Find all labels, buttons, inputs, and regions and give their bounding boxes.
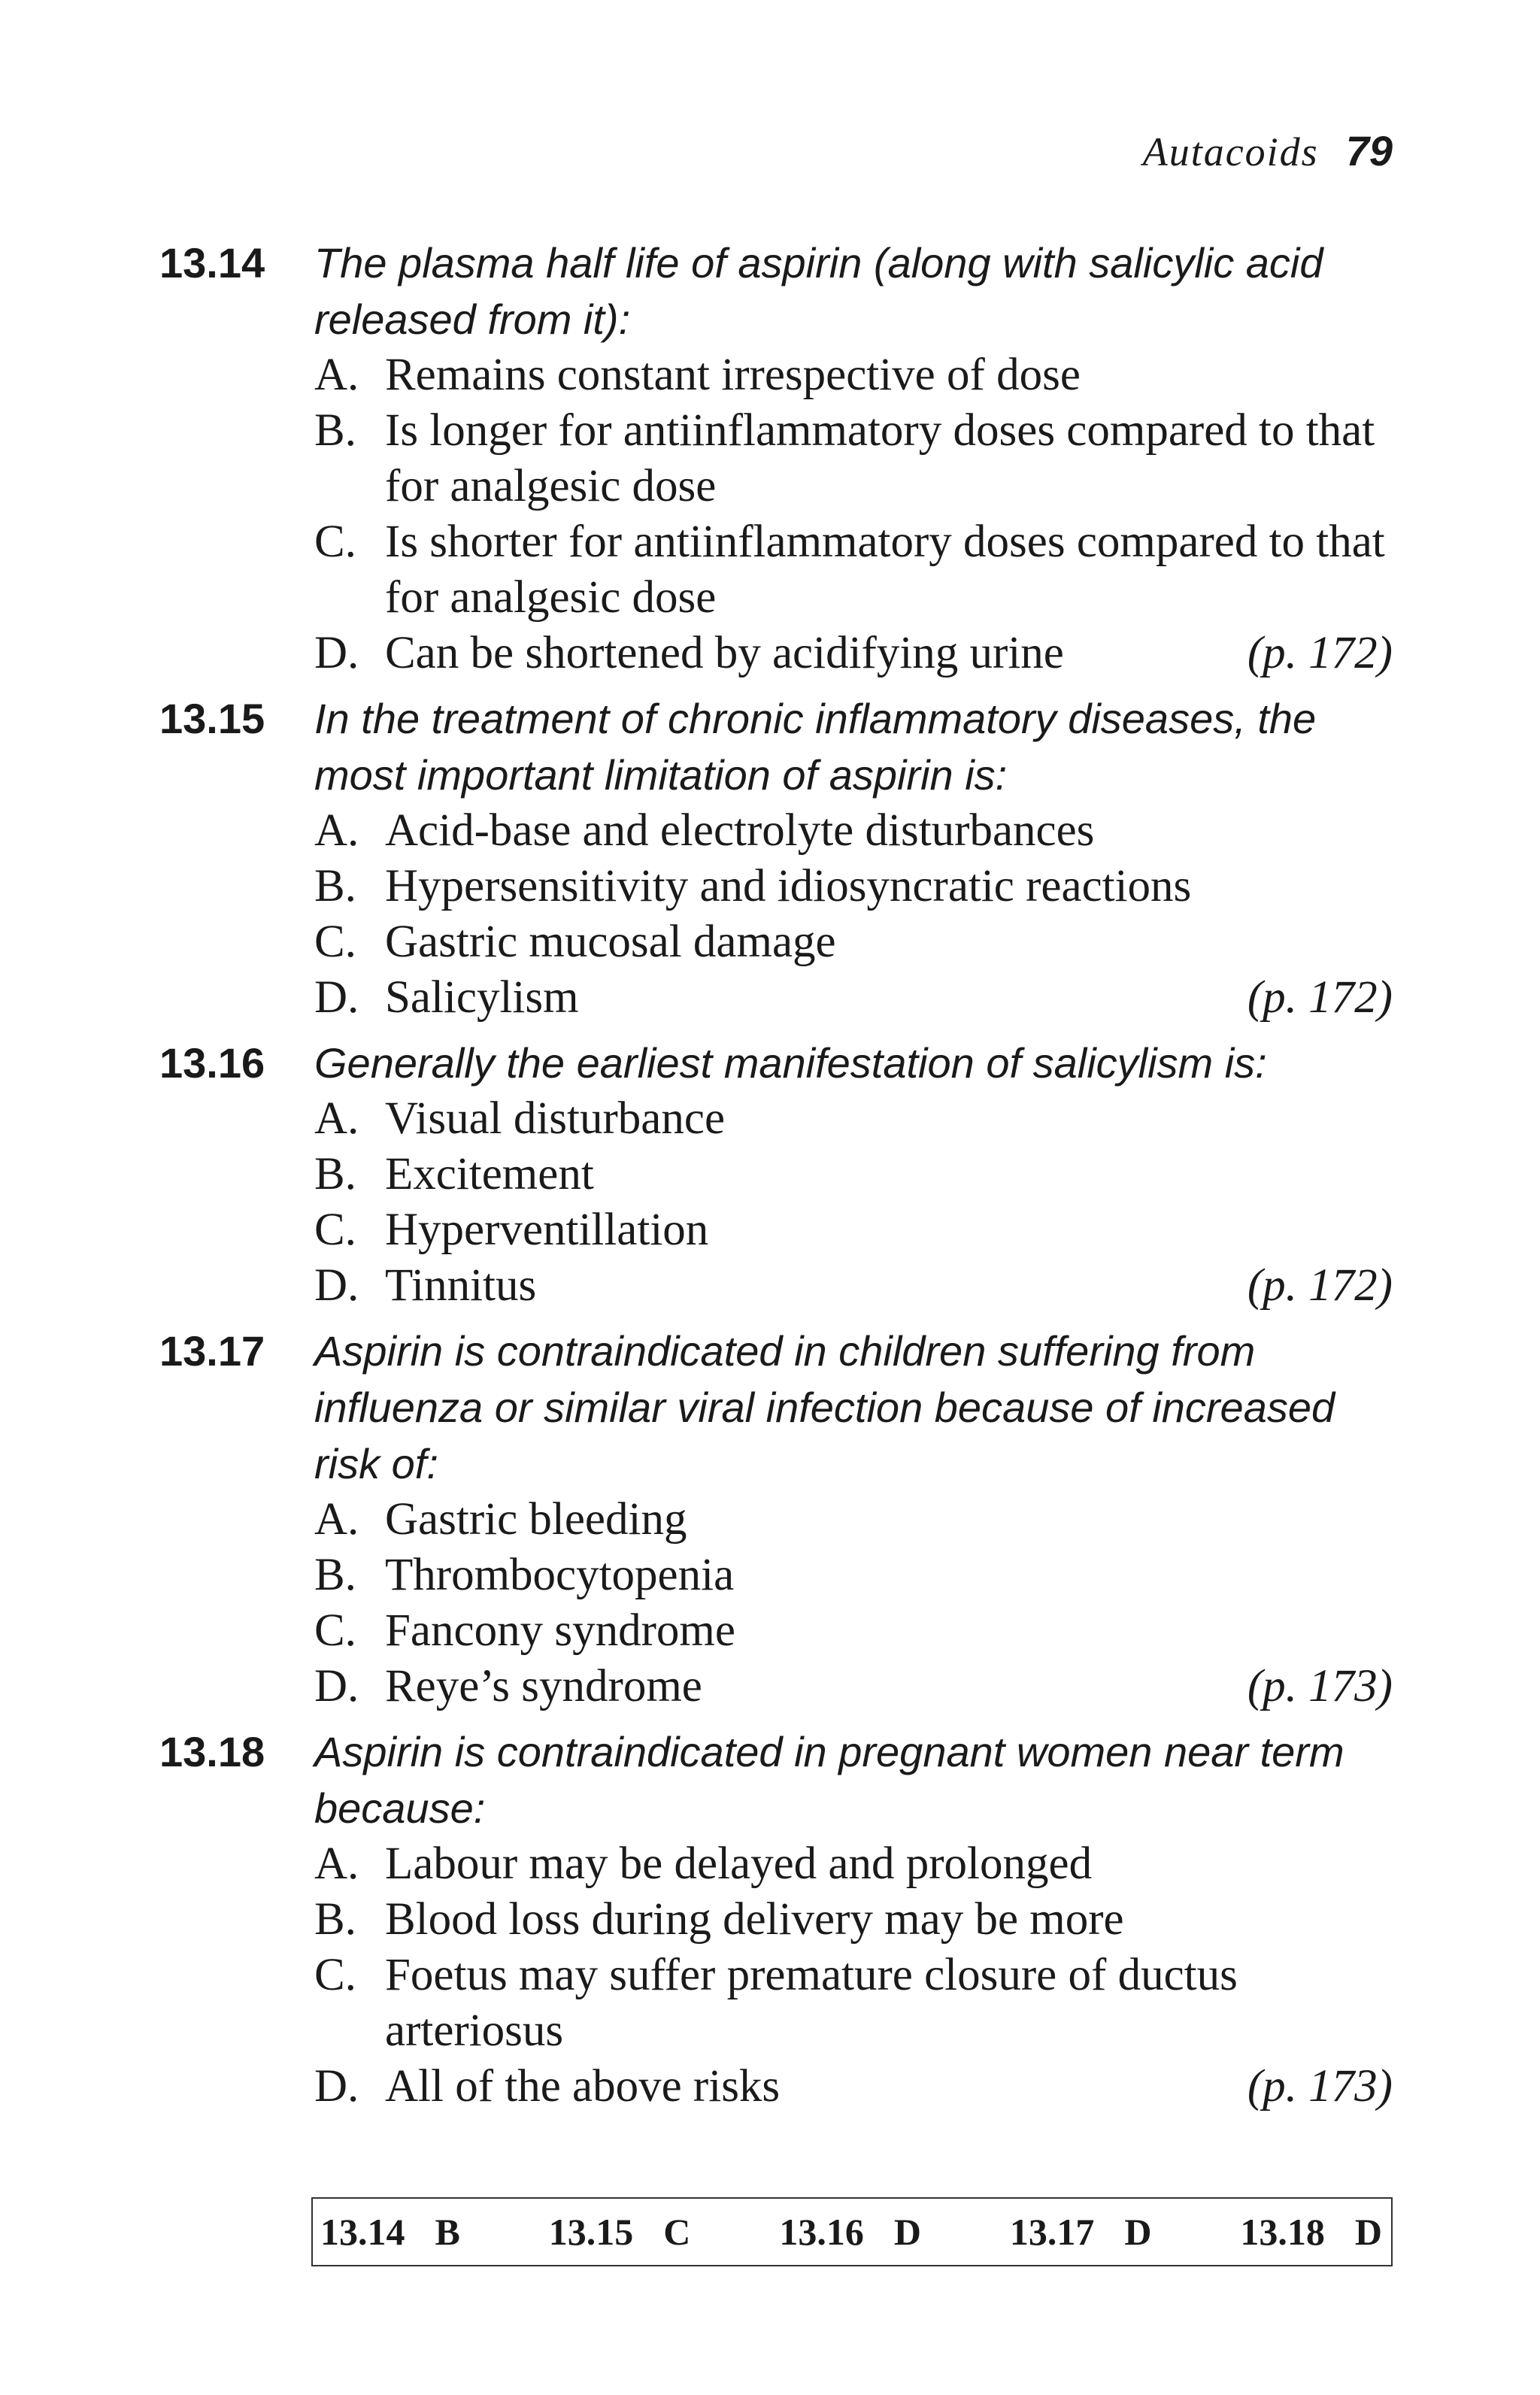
option-letter: A.: [314, 1839, 359, 1889]
option-text: Acid-base and electrolyte disturbances: [385, 805, 1095, 856]
question-text: In the treatment of chronic inflammatory diseases, the most important limitation of aspirin is:: [314, 695, 1317, 799]
answer-letter: D: [1354, 2211, 1382, 2253]
page-reference: (p. 172): [1247, 628, 1393, 678]
option-letter: C.: [314, 1205, 356, 1255]
option-letter: B.: [314, 1894, 356, 1945]
option-letter: B.: [314, 1550, 356, 1600]
option-letter: D.: [314, 972, 359, 1023]
option-d: [314, 626, 1393, 681]
option-letter: C.: [314, 917, 356, 967]
option-letter: A.: [314, 350, 359, 400]
question-number: 13.18: [159, 1728, 265, 1775]
option-text: Hypersensitivity and idiosyncratic reactions: [385, 861, 1192, 911]
option-letter: C.: [314, 1605, 356, 1656]
page-reference: (p. 173): [1247, 1661, 1393, 1711]
question-number: 13.14: [159, 239, 265, 286]
option-letter: A.: [314, 805, 359, 856]
option-text: Labour may be delayed and prolonged: [385, 1839, 1093, 1889]
option-a: [314, 1836, 1393, 1892]
page-reference: (p. 172): [1247, 972, 1393, 1023]
answer-letter: C: [663, 2211, 691, 2253]
option-d: [314, 970, 1393, 1026]
answer-key-item: [1240, 2210, 1382, 2254]
answer-question-number: 13.16: [779, 2211, 864, 2253]
question-13-15: [159, 690, 1393, 1026]
option-c: [314, 1202, 1393, 1258]
option-letter: D.: [314, 1260, 359, 1311]
option-letter: A.: [314, 1093, 359, 1144]
option-letter: B.: [314, 405, 356, 456]
option-b: [314, 1548, 1393, 1603]
option-a: [314, 803, 1393, 859]
option-text: Blood loss during delivery may be more: [385, 1894, 1124, 1945]
option-c: [314, 914, 1393, 970]
option-text: Can be shortened by acidifying urine: [385, 628, 1064, 678]
answer-letter: D: [1124, 2211, 1152, 2253]
option-text: Gastric mucosal damage: [385, 917, 836, 967]
option-letter: B.: [314, 861, 356, 911]
option-text: Reye’s syndrome: [385, 1661, 702, 1711]
option-text: Salicylism: [385, 972, 579, 1023]
option-b: [314, 1147, 1393, 1202]
question-13-14: [159, 235, 1393, 681]
option-text: Visual disturbance: [385, 1093, 726, 1144]
question-text: Generally the earliest manifestation of salicylism is:: [314, 1039, 1267, 1087]
running-title: Autacoids: [1142, 129, 1319, 174]
answer-question-number: 13.18: [1240, 2211, 1325, 2253]
question-text: The plasma half life of aspirin (along with salicylic acid released from it):: [314, 239, 1323, 343]
question-number: 13.15: [159, 695, 265, 742]
option-b: [314, 859, 1393, 914]
question-text: Aspirin is contraindicated in pregnant women near term because:: [314, 1728, 1344, 1832]
answer-key-item: [1010, 2210, 1152, 2254]
answer-key-item: [779, 2210, 921, 2254]
option-d: [314, 2059, 1393, 2115]
option-a: [314, 1091, 1393, 1147]
option-letter: A.: [314, 1494, 359, 1545]
option-text: Remains constant irrespective of dose: [385, 350, 1081, 400]
option-text: Foetus may suffer premature closure of ductus arteriosus: [385, 1950, 1238, 2056]
question-13-18: [159, 1723, 1393, 2115]
option-letter: C.: [314, 517, 356, 567]
option-c: [314, 1603, 1393, 1659]
option-c: [314, 514, 1393, 626]
option-letter: C.: [314, 1950, 356, 2000]
option-letter: B.: [314, 1149, 356, 1199]
option-text: Tinnitus: [385, 1260, 537, 1311]
option-b: [314, 1892, 1393, 1948]
option-c: [314, 1948, 1393, 2059]
option-text: Is shorter for antiinflammatory doses compared to that for analgesic dose: [385, 517, 1385, 623]
option-a: [314, 1492, 1393, 1548]
question-13-17: [159, 1323, 1393, 1714]
option-letter: D.: [314, 2061, 359, 2112]
option-text: Excitement: [385, 1149, 594, 1199]
answer-letter: B: [435, 2211, 460, 2253]
option-text: Hyperventillation: [385, 1205, 709, 1255]
option-b: [314, 403, 1393, 514]
answer-key-box: [311, 2197, 1393, 2266]
option-text: Gastric bleeding: [385, 1494, 687, 1545]
page-number: 79: [1345, 127, 1393, 174]
option-a: [314, 347, 1393, 403]
option-text: All of the above risks: [385, 2061, 781, 2112]
page-header: [1143, 126, 1393, 175]
page-reference: (p. 172): [1247, 1260, 1393, 1311]
answer-letter: D: [893, 2211, 921, 2253]
answer-question-number: 13.14: [320, 2211, 405, 2253]
question-text: Aspirin is contraindicated in children suffering from influenza or similar viral infection because of increased risk of:: [314, 1327, 1335, 1487]
option-d: [314, 1258, 1393, 1314]
option-d: [314, 1659, 1393, 1714]
answer-key-item: [320, 2210, 460, 2254]
option-text: Thrombocytopenia: [385, 1550, 735, 1600]
answer-question-number: 13.17: [1009, 2211, 1095, 2253]
option-text: Fancony syndrome: [385, 1605, 735, 1656]
option-letter: D.: [314, 1661, 359, 1711]
question-13-16: [159, 1035, 1393, 1314]
question-number: 13.17: [159, 1327, 265, 1375]
option-text: Is longer for antiinflammatory doses compared to that for analgesic dose: [385, 405, 1375, 511]
page-reference: (p. 173): [1247, 2061, 1393, 2112]
question-list: [159, 235, 1393, 2124]
answer-question-number: 13.15: [548, 2211, 634, 2253]
option-letter: D.: [314, 628, 359, 678]
question-number: 13.16: [159, 1039, 265, 1087]
answer-key-item: [549, 2210, 691, 2254]
